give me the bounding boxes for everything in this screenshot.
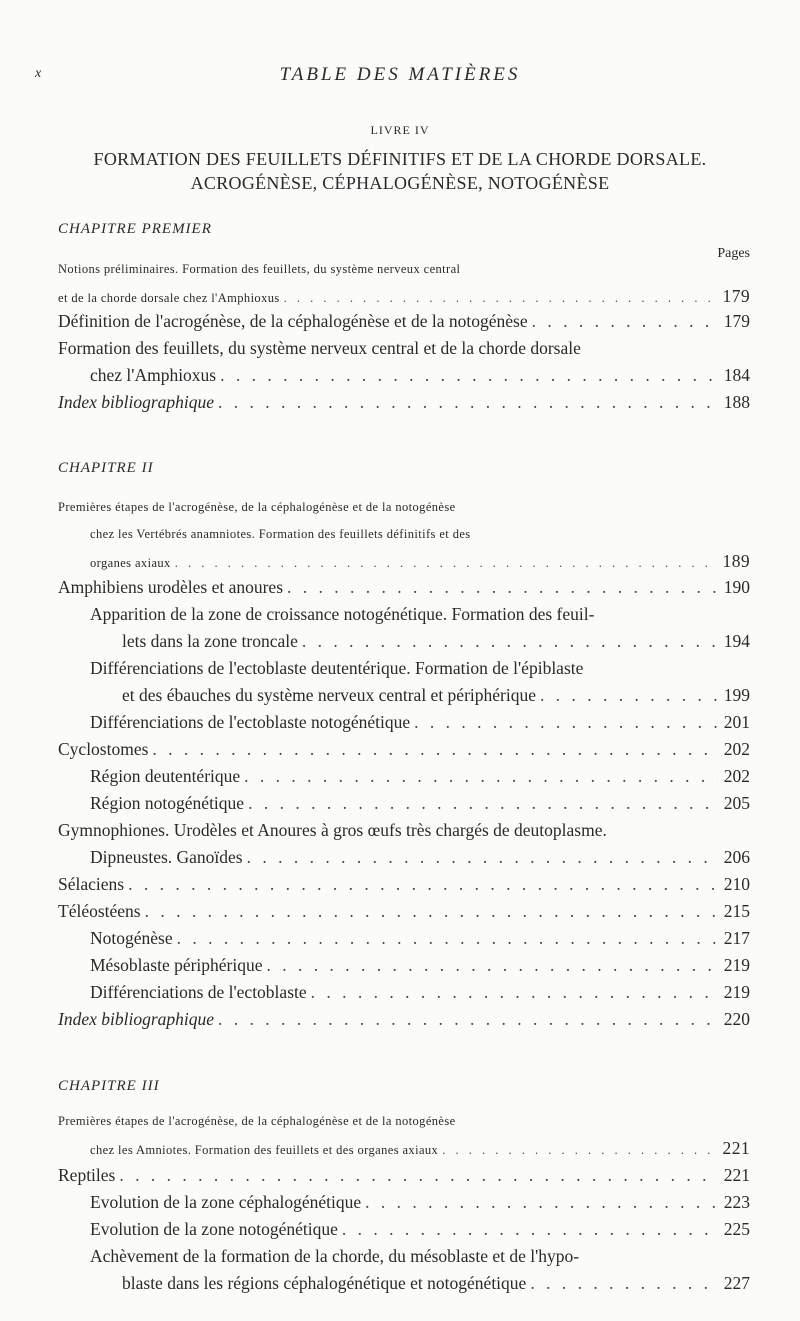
page-number: 202 [723,766,750,786]
toc-entry[interactable]: Différenciations de l'ectoblaste notogénétique . . . 201 [90,709,750,736]
page-number: 210 [723,874,750,894]
toc-entry[interactable]: Reptiles . . . 221 [58,1162,750,1189]
page-number: 194 [723,631,750,651]
page-number: 189 [722,551,750,571]
summary-line: Notions préliminaires. Formation des feuillets, du système nerveux central [58,262,461,276]
summary-line: et de la chorde dorsale chez l'Amphioxus . . . 179 [58,283,750,312]
chapter-heading: CHAPITRE II [58,460,154,476]
toc-entry[interactable]: Région deutentérique . . . 202 [90,763,750,790]
toc-entry[interactable]: Evolution de la zone notogénétique . . . 225 [90,1216,750,1243]
page-number: 215 [723,901,750,921]
book-title [40,147,760,195]
toc-entry[interactable]: Cyclostomes . . . 202 [58,736,750,763]
toc-entry[interactable]: Amphibiens urodèles et anoures . . . 190 [58,574,750,601]
page-number: 184 [723,365,750,385]
toc-entry[interactable]: Notogénèse . . . 217 [90,925,750,952]
toc-entry[interactable]: Définition de l'acrogénèse, de la céphalogénèse et de la notogénèse . . . 179 [58,308,750,335]
page-number: 217 [723,928,750,948]
page-number: 179 [723,311,750,331]
book-title-line: FORMATION DES FEUILLETS DÉFINITIFS ET DE LA CHORDE DORSALE. [93,149,707,169]
toc-entry[interactable]: Téléostéens . . . 215 [58,898,750,925]
toc-entry[interactable]: Formation des feuillets, du système nerveux central et de la chorde dorsale chez l'Amphioxus . . . 184 [58,335,750,389]
toc-entry[interactable]: Région notogénétique . . . 205 [90,790,750,817]
toc-entry[interactable]: Gymnophiones. Urodèles et Anoures à gros œufs très chargés de deutoplasme. Dipneustes. Ganoïdes . . . 206 [58,817,750,871]
toc-entry[interactable]: Différenciations de l'ectoblaste deutentérique. Formation de l'épiblaste et des ébauches du système nerveux central et périphérique . . . 199 [90,655,750,709]
toc-entry[interactable]: Index bibliographique . . . 220 [58,1006,750,1033]
chapter-summary: Premières étapes de l'acrogénèse, de la céphalogénèse et de la notogénèse chez les Vertébrés anamniotes. Formation des feuillets définitifs et des organes axiaux . . . 189 [58,494,750,577]
page-number: 225 [723,1219,750,1239]
page-number: 205 [723,793,750,813]
toc-entry[interactable]: Evolution de la zone céphalogénétique . . . 223 [90,1189,750,1216]
running-header [35,64,765,88]
toc-entry[interactable]: Index bibliographique . . . 188 [58,389,750,416]
toc-entry[interactable]: Achèvement de la formation de la chorde, du mésoblaste et de l'hypo- blaste dans les régions céphalogénétique et notogénétique . . . 227 [90,1243,750,1297]
chapter-summary: Premières étapes de l'acrogénèse, de la céphalogénèse et de la notogénèse chez les Amniotes. Formation des feuillets et des organes axiaux . . . 221 [58,1108,750,1164]
page-number: 206 [723,847,750,867]
page-number: 201 [723,712,750,732]
toc-entry[interactable]: Sélaciens . . . 210 [58,871,750,898]
page-number: 219 [723,982,750,1002]
page-number: 227 [723,1273,750,1293]
page-number: 188 [723,392,750,412]
chapter-heading: CHAPITRE III [58,1078,160,1094]
chapter-summary [58,256,750,312]
page-number: 223 [723,1192,750,1212]
toc-entry[interactable]: Différenciations de l'ectoblaste . . . 219 [90,979,750,1006]
page-number: 190 [723,577,750,597]
chapter-heading: CHAPITRE PREMIER [58,221,212,237]
page-number: 179 [722,286,750,306]
page-numeral: x [35,66,42,81]
page-number: 220 [723,1009,750,1029]
book-title-line: ACROGÉNÈSE, CÉPHALOGÉNÈSE, NOTOGÉNÈSE [190,173,610,193]
pages-column-label: Pages [717,246,750,261]
running-title: TABLE DES MATIÈRES [279,64,521,85]
page-number: 219 [723,955,750,975]
toc-entry[interactable]: Mésoblaste périphérique . . . 219 [90,952,750,979]
livre-heading: LIVRE IV [370,123,430,137]
page-number: 221 [722,1138,750,1158]
toc-entry[interactable]: Apparition de la zone de croissance notogénétique. Formation des feuil- lets dans la zone troncale . . . 194 [90,601,750,655]
page-number: 221 [723,1165,750,1185]
page-number: 199 [723,685,750,705]
page-number: 202 [723,739,750,759]
